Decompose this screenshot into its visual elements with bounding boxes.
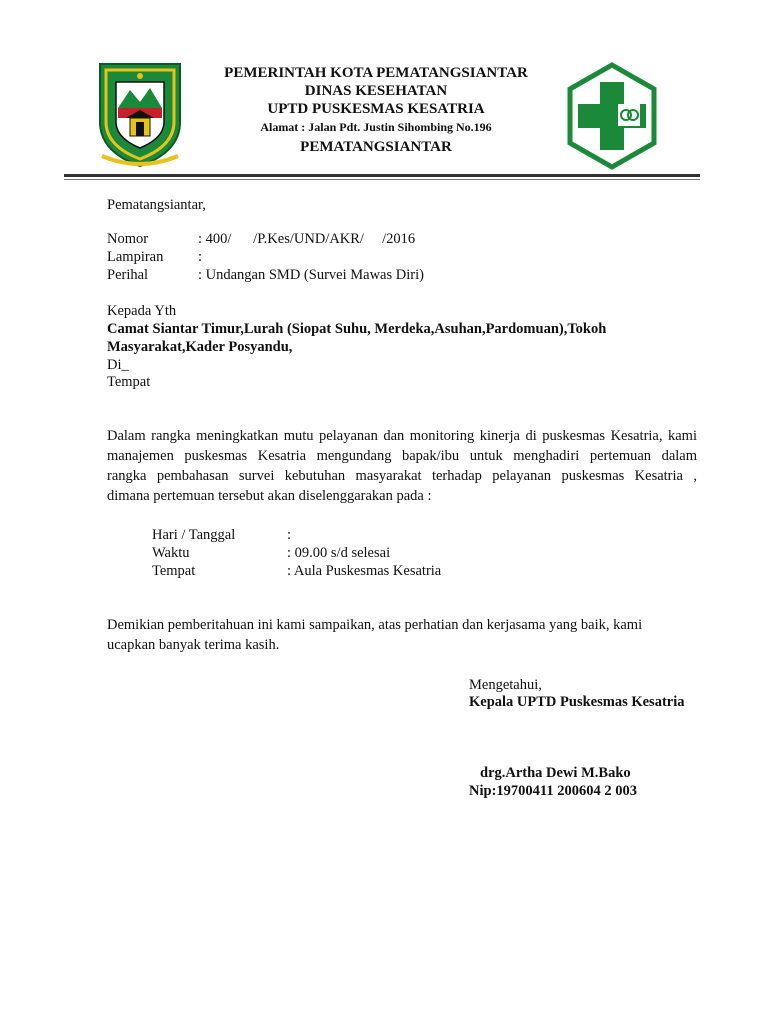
- meta-label-perihal: Perihal: [107, 267, 149, 283]
- letterhead-department: DINAS KESEHATAN: [304, 83, 448, 99]
- meta-label-nomor: Nomor: [107, 231, 149, 247]
- schedule-value-place: : Aula Puskesmas Kesatria: [287, 563, 442, 579]
- body-line: rangka pembahasan survei kebutuhan masyarakat terhadap pelayanan puskesmas Kesatria ,: [107, 468, 697, 484]
- body-line: Dalam rangka meningkatkan mutu pelayanan dan monitoring kinerja di puskesmas Kesatria, kami: [107, 428, 697, 444]
- place-date: Pematangsiantar,: [107, 197, 206, 213]
- recipient-name-line2: Masyarakat,Kader Posyandu,: [107, 339, 293, 355]
- letterhead-city: PEMATANGSIANTAR: [300, 139, 452, 155]
- schedule-value-time: : 09.00 s/d selesai: [287, 545, 391, 561]
- meta-label-lampiran: Lampiran: [107, 249, 164, 265]
- puskesmas-cross-icon: [566, 62, 658, 170]
- letterhead-unit: UPTD PUSKESMAS KESATRIA: [267, 101, 485, 117]
- letterhead-divider-thin: [64, 179, 700, 180]
- schedule-label-place: Tempat: [152, 563, 196, 579]
- recipient-di: Di_: [107, 357, 129, 373]
- schedule-label-time: Waktu: [152, 545, 190, 561]
- body-paragraph: [107, 426, 697, 506]
- body-line: manajemen puskesmas Kesatria mengundang bapak/ibu untuk menghadiri pertemuan dalam: [107, 448, 697, 464]
- recipient-place: Tempat: [107, 374, 151, 390]
- recipient-salutation: Kepada Yth: [107, 303, 177, 319]
- signature-name: drg.Artha Dewi M.Bako: [480, 765, 631, 781]
- meta-value-lampiran: :: [198, 249, 203, 265]
- meta-value-perihal: : Undangan SMD (Survei Mawas Diri): [198, 267, 424, 283]
- closing-line: ucapkan banyak terima kasih.: [107, 637, 280, 653]
- letterhead-divider: [64, 174, 700, 177]
- closing-paragraph: [107, 615, 697, 655]
- signature-position: Kepala UPTD Puskesmas Kesatria: [469, 694, 685, 710]
- city-emblem-icon: [92, 60, 188, 170]
- letterhead-government: PEMERINTAH KOTA PEMATANGSIANTAR: [224, 65, 528, 81]
- schedule-value-date: :: [287, 527, 292, 543]
- recipient-name-line1: Camat Siantar Timur,Lurah (Siopat Suhu, Merdeka,Asuhan,Pardomuan),Tokoh: [107, 321, 607, 337]
- closing-line: Demikian pemberitahuan ini kami sampaikan, atas perhatian dan kerjasama yang baik, kami: [107, 617, 643, 633]
- meta-value-nomor: : 400/ /P.Kes/UND/AKR/ /2016: [198, 231, 416, 247]
- signature-acknowledged: Mengetahui,: [469, 677, 542, 693]
- signature-nip: Nip:19700411 200604 2 003: [469, 783, 637, 799]
- body-line: dimana pertemuan tersebut akan diselenggarakan pada :: [107, 488, 432, 504]
- schedule-label-date: Hari / Tanggal: [152, 527, 236, 543]
- letterhead-address: Alamat : Jalan Pdt. Justin Sihombing No.196: [260, 120, 492, 134]
- letterhead: [200, 64, 552, 156]
